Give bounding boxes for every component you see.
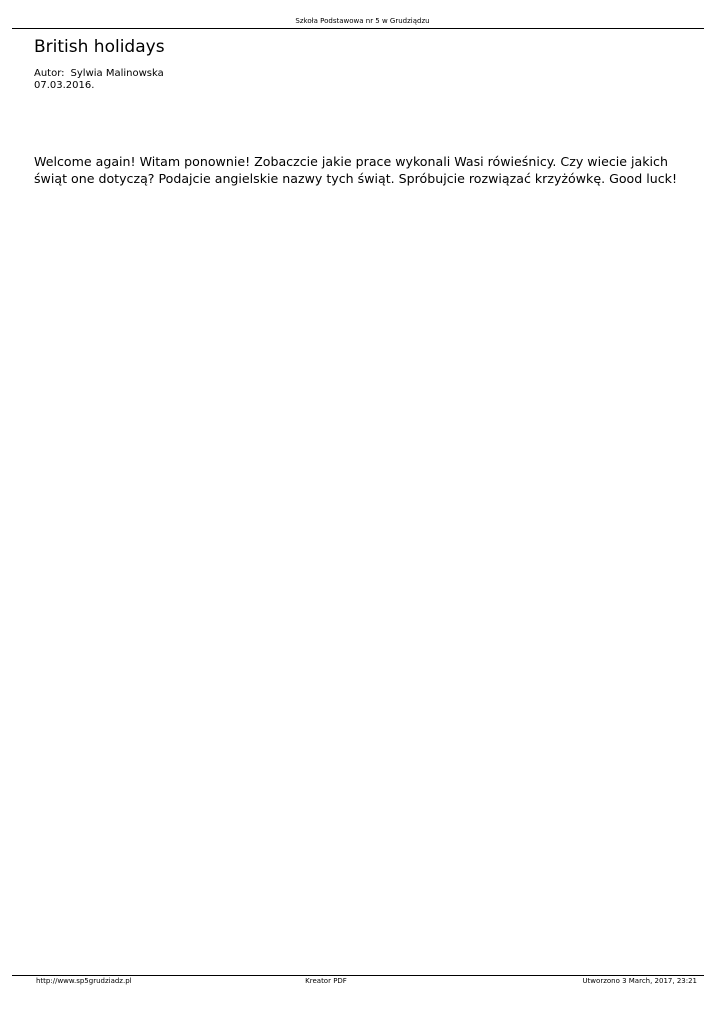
footer-divider — [12, 975, 704, 976]
page-footer — [0, 977, 725, 987]
footer-created-date: Utworzono 3 March, 2017, 23:21 — [582, 977, 697, 985]
article-date: 07.03.2016. — [34, 80, 95, 91]
footer-generator: Kreator PDF — [305, 977, 347, 985]
article-meta — [34, 68, 164, 92]
footer-url-link[interactable]: http://www.sp5grudziadz.pl — [36, 977, 132, 985]
article-body: Welcome again! Witam ponownie! Zobaczcie jakie prace wykonali Wasi rówieśnicy. Czy wiecie jakich świąt one dotyczą? Podajcie angielskie nazwy tych świąt. Spróbujcie rozwiązać krzyżówkę. Good luck! — [34, 154, 677, 186]
author-label: Autor: — [34, 68, 65, 79]
author-line — [34, 68, 164, 80]
page-title: British holidays — [34, 37, 165, 57]
header-school-name: Szkoła Podstawowa nr 5 w Grudziądzu — [295, 17, 430, 25]
header-divider — [12, 28, 704, 29]
author-name: Sylwia Malinowska — [70, 68, 164, 79]
